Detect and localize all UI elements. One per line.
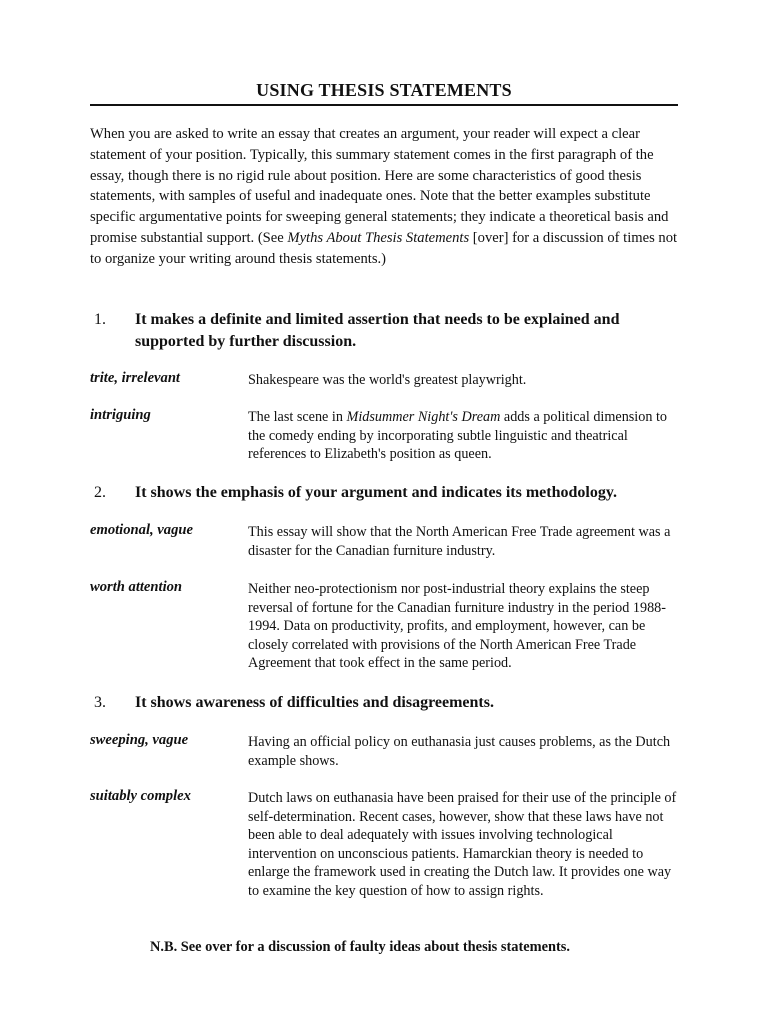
section-heading-text: It shows the emphasis of your argument and indicates its methodology. bbox=[135, 484, 617, 501]
example-label: sweeping, vague bbox=[90, 732, 189, 748]
example-text-before: The last scene in bbox=[248, 409, 347, 425]
example-text bbox=[248, 408, 680, 464]
example-text-italic: Midsummer Night's Dream bbox=[346, 409, 501, 425]
section-1-heading bbox=[90, 309, 678, 353]
footnote: N.B. See over for a discussion of faulty ideas about thesis statements. bbox=[150, 939, 570, 955]
section-heading-text: It shows awareness of difficulties and disagreements. bbox=[135, 694, 494, 711]
section-heading-text: It makes a definite and limited assertion that needs to be explained and supported by further discussion. bbox=[135, 311, 620, 350]
example-text: Shakespeare was the world's greatest playwright. bbox=[248, 372, 527, 388]
intro-italic-title: Myths About Thesis Statements bbox=[287, 229, 470, 246]
intro-paragraph bbox=[90, 124, 678, 270]
section-2-heading bbox=[90, 482, 678, 504]
intro-text-part1: When you are asked to write an essay that creates an argument, your reader will expect a clear statement of your position. Typically, this summary statement comes in the first paragraph of the essay, though there is no rigid rule about position. Here are some characteristics of good thesis statements, with samples of useful and inadequate ones. Note that the better examples substitute specific argumentative points for sweeping general statements; they indicate a theoretical basis and promise substantial support. (See bbox=[90, 126, 669, 246]
section-number: 1. bbox=[94, 311, 106, 328]
intro-text-part2: [over] for a discussion of times not to organize your writing around thesis statements.) bbox=[90, 229, 678, 267]
page-title: USING THESIS STATEMENTS bbox=[256, 80, 512, 100]
title-divider bbox=[90, 104, 678, 106]
example-text: Neither neo-protectionism nor post-industrial theory explains the steep reversal of fortune for the Canadian furniture industry in the period 1988-1994. Data on productivity, profits, and employment, however, can be closely correlated with provisions of the North American Free Trade Agreement that took effect in the same period. bbox=[248, 581, 667, 672]
example-label: worth attention bbox=[90, 579, 183, 595]
example-text-after: adds a political dimension to the comedy ending by incorporating subtle linguistic and theatrical references to Elizabeth's position as queen. bbox=[248, 409, 668, 463]
section-3-heading bbox=[90, 692, 678, 714]
example-text: Dutch laws on euthanasia have been praised for their use of the principle of self-determination. Recent cases, however, show that these laws have not been able to deal adequately with issues involving technological intervention on unconscious patients. Hamarckian theory is needed to enlarge the framework used in creating the Dutch law. It provides one way to examine the key question of how to assign rights. bbox=[248, 790, 677, 899]
example-text: Having an official policy on euthanasia just causes problems, as the Dutch example shows. bbox=[248, 734, 671, 769]
example-text: This essay will show that the North American Free Trade agreement was a disaster for the Canadian furniture industry. bbox=[248, 524, 671, 559]
section-number: 2. bbox=[94, 484, 106, 501]
example-label: emotional, vague bbox=[90, 522, 193, 538]
section-number: 3. bbox=[94, 694, 106, 711]
example-label: intriguing bbox=[90, 407, 151, 423]
example-label: suitably complex bbox=[90, 788, 191, 804]
example-label: trite, irrelevant bbox=[90, 370, 180, 386]
